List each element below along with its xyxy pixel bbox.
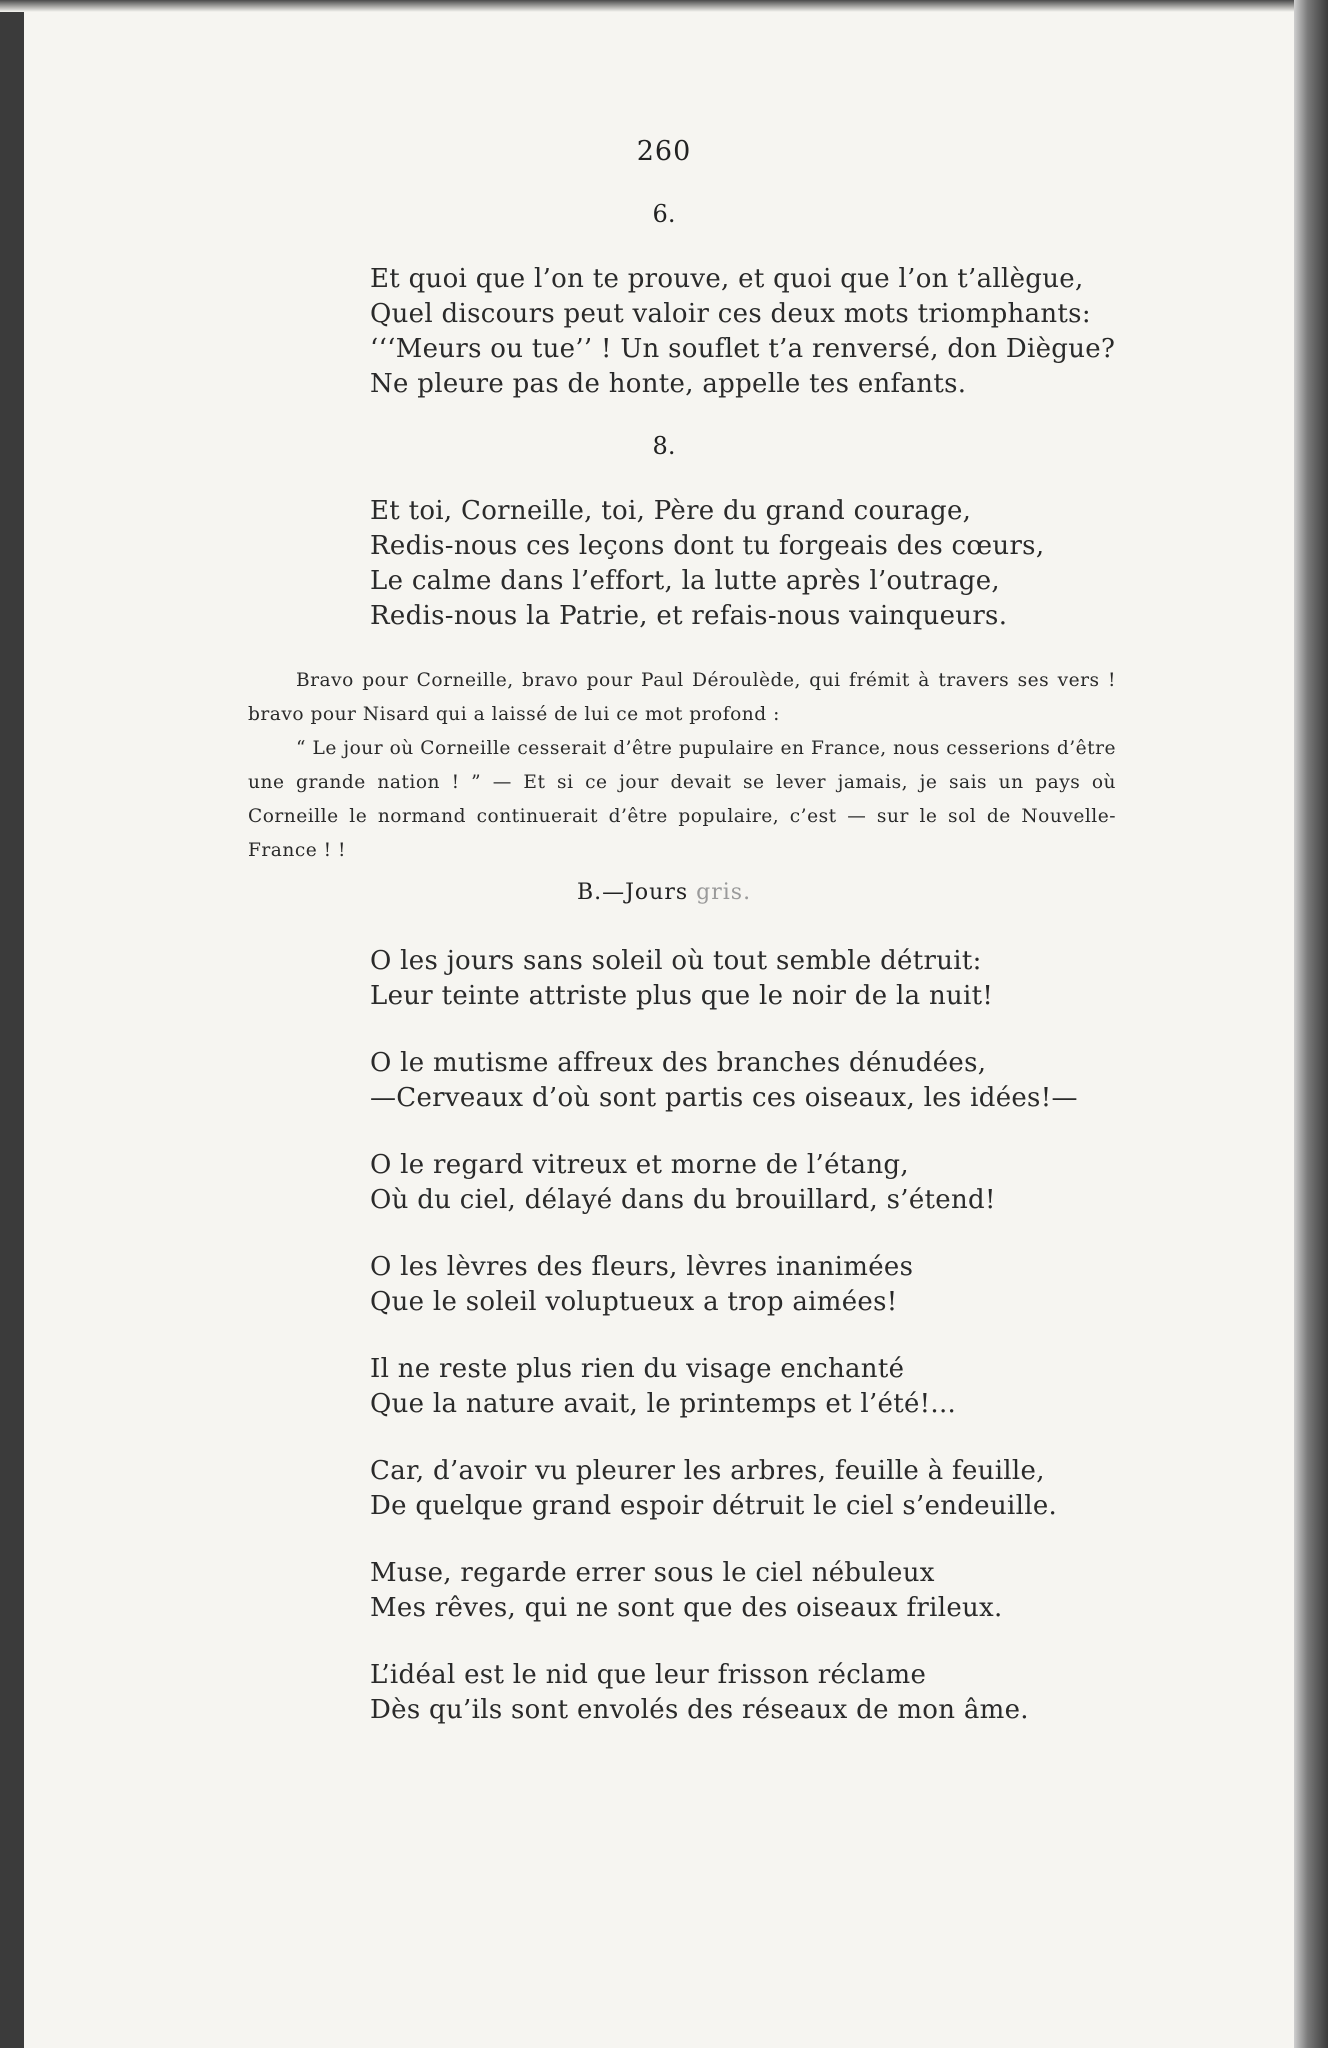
poem-stanza	[370, 944, 1078, 1014]
verse-line: O le regard vitreux et morne de l’étang,	[370, 1150, 909, 1180]
stanza-section-6	[370, 262, 1115, 402]
verse-line: Le calme dans l’effort, la lutte après l’outrage,	[370, 566, 1000, 596]
verse-line: De quelque grand espoir détruit le ciel s’endeuille.	[370, 1491, 1058, 1521]
subheading	[0, 880, 1328, 905]
verse-line: Mes rêves, qui ne sont que des oiseaux frileux.	[370, 1593, 1003, 1623]
prose-commentary	[248, 664, 1116, 868]
poem-stanza	[370, 1148, 1078, 1218]
prose-paragraph: Bravo pour Corneille, bravo pour Paul Déroulède, qui frémit à travers ses vers ! bravo pour Nisard qui a laissé de lui ce mot profond :	[248, 670, 1116, 725]
verse-line: O les lèvres des fleurs, lèvres inanimées	[370, 1252, 914, 1282]
verse-line: Redis-nous la Patrie, et refais-nous vainqueurs.	[370, 601, 1008, 631]
verse-line: Muse, regarde errer sous le ciel nébuleux	[370, 1558, 935, 1588]
verse-line: Que le soleil voluptueux a trop aimées!	[370, 1287, 898, 1317]
section-number-6: 6.	[652, 200, 676, 228]
verse-line: Redis-nous ces leçons dont tu forgeais des cœurs,	[370, 531, 1045, 561]
verse-line: —Cerveaux d’où sont partis ces oiseaux, les idées!—	[370, 1083, 1078, 1113]
poem-stanza	[370, 1556, 1078, 1626]
verse-line: Leur teinte attriste plus que le noir de la nuit!	[370, 981, 994, 1011]
verse-line: Il ne reste plus rien du visage enchanté	[370, 1354, 905, 1384]
verse-line: ‘‘‘Meurs ou tue’’ ! Un souflet t’a renversé, don Diègue?	[370, 334, 1116, 364]
verse-line: O les jours sans soleil où tout semble détruit:	[370, 946, 982, 976]
verse-line: Quel discours peut valoir ces deux mots triomphants:	[370, 299, 1091, 329]
verse-line: Où du ciel, délayé dans du brouillard, s’étend!	[370, 1185, 996, 1215]
stanza-section-8	[370, 494, 1044, 634]
section-number-8: 8.	[652, 432, 676, 460]
verse-line: Dès qu’ils sont envolés des réseaux de mon âme.	[370, 1695, 1029, 1725]
subheading-faint-text: gris.	[696, 880, 752, 905]
page-top-shadow	[0, 0, 1310, 12]
poem-stanza	[370, 1352, 1078, 1422]
verse-line: Car, d’avoir vu pleurer les arbres, feuille à feuille,	[370, 1456, 1045, 1486]
verse-line: Et quoi que l’on te prouve, et quoi que l’on t’allègue,	[370, 264, 1084, 294]
poem-stanza	[370, 1046, 1078, 1116]
verse-line: Ne pleure pas de honte, appelle tes enfants.	[370, 369, 967, 399]
verse-line: O le mutisme affreux des branches dénudées,	[370, 1048, 987, 1078]
poem-stanza	[370, 1250, 1078, 1320]
verse-line: Et toi, Corneille, toi, Père du grand courage,	[370, 496, 972, 526]
prose-paragraph: “ Le jour où Corneille cesserait d’être pupulaire en France, nous cesserions d’être une grande nation ! ” — Et si ce jour devait se lever jamais, je sais un pays où Corneille le normand continuerait d’être populaire, c’est — sur le sol de Nouvelle-France ! !	[248, 738, 1116, 861]
verse-line: Que la nature avait, le printemps et l’été!...	[370, 1389, 957, 1419]
page-edge-shadow	[1294, 0, 1328, 2048]
page-number: 260	[636, 136, 692, 167]
poem-stanza	[370, 1454, 1078, 1524]
verse-line: L’idéal est le nid que leur frisson réclame	[370, 1660, 927, 1690]
poem-stanza	[370, 1658, 1078, 1728]
poem-jours-gris	[370, 944, 1078, 1728]
subheading-text: B.—Jours	[576, 880, 689, 905]
